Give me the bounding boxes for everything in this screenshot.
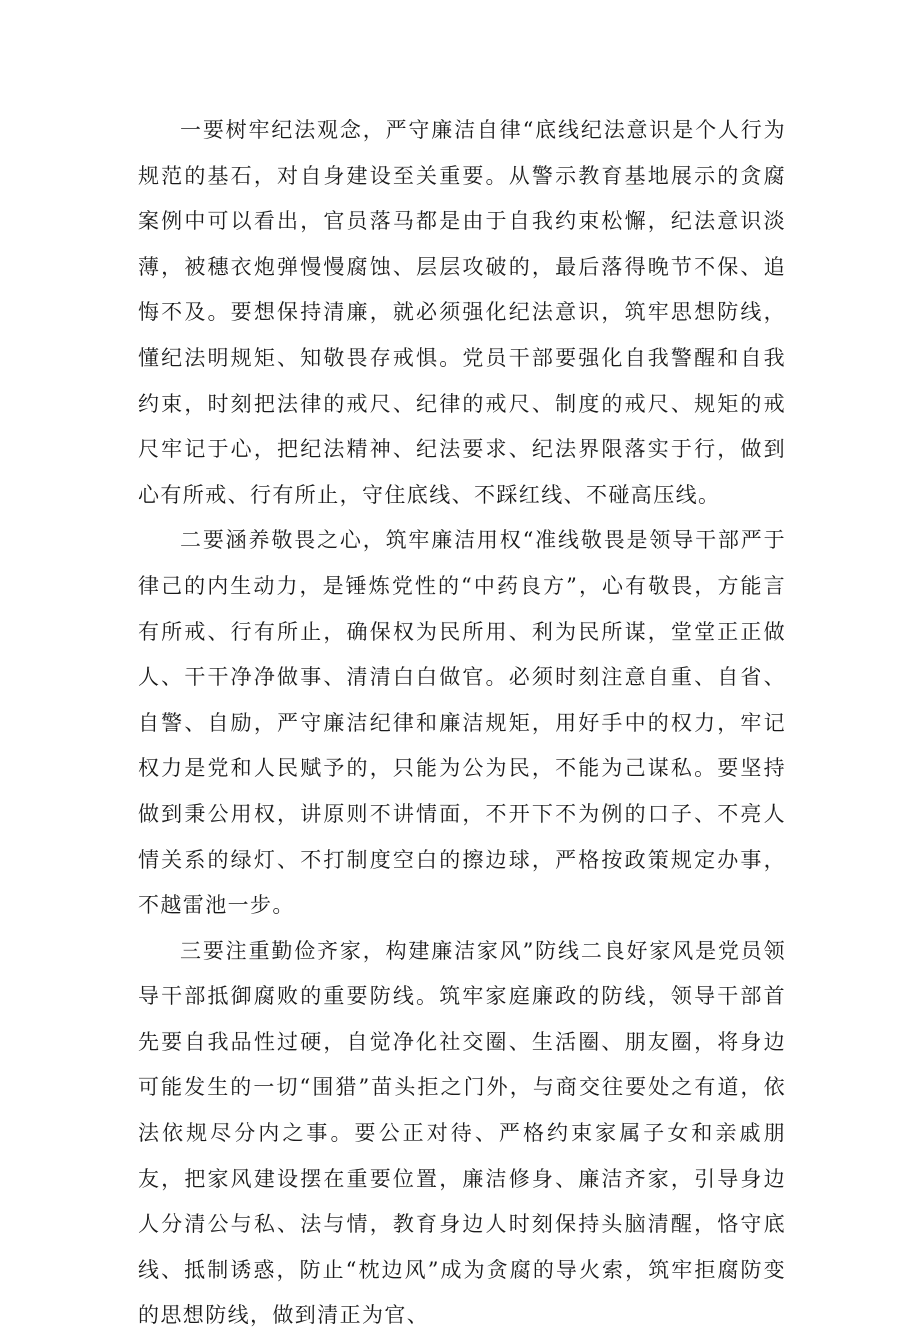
paragraph-family-tradition: 三要注重勤俭齐家，构建廉洁家风”防线二良好家风是党员领导干部抵御腐败的重要防线。筑牢家庭廉政的防线，领导干部首先要自我品性过硬，自觉净化社交圈、生活圈、朋友圈，将身边可能发生的一切“围猎”苗头拒之门外，与商交往要处之有道，依法依规尽分内之事。要公正对待、严格约束家属子女和亲戚朋友，把家风建设摆在重要位置，廉洁修身、廉洁齐家，引导身边人分清公与私、法与情，教育身边人时刻保持头脑清醒，恪守底线、抵制诱惑，防止“枕边风”成为贪腐的导火索，筑牢拒腐防变的思想防线，做到清正为官、 [138, 938, 786, 1328]
document-body [138, 108, 786, 1339]
paragraph-reverence-power: 二要涵养敬畏之心，筑牢廉洁用权“准线敬畏是领导干部严于律己的内生动力，是锤炼党性的“中药良方”，心有敬畏，方能言有所戒、行有所止，确保权为民所用、利为民所谋，堂堂正正做人、干干净净做事、清清白白做官。必须时刻注意自重、自省、自警、自励，严守廉洁纪律和廉洁规矩，用好手中的权力，牢记权力是党和人民赋予的，只能为公为民，不能为己谋私。要坚持做到秉公用权，讲原则不讲情面，不开下不为例的口子、不亮人情关系的绿灯、不打制度空白的擦边球，严格按政策规定办事，不越雷池一步。 [138, 528, 786, 918]
paragraph-discipline-awareness: 一要树牢纪法观念，严守廉洁自律“底线纪法意识是个人行为规范的基石，对自身建设至关重要。从警示教育基地展示的贪腐案例中可以看出，官员落马都是由于自我约束松懈，纪法意识淡薄，被穗衣炮弹慢慢腐蚀、层层攻破的，最后落得晚节不保、追悔不及。要想保持清廉，就必须强化纪法意识，筑牢思想防线，懂纪法明规矩、知敬畏存戒惧。党员干部要强化自我警醒和自我约束，时刻把法律的戒尺、纪律的戒尺、制度的戒尺、规矩的戒尺牢记于心，把纪法精神、纪法要求、纪法界限落实于行，做到心有所戒、行有所止，守住底线、不踩红线、不碰高压线。 [138, 118, 786, 507]
